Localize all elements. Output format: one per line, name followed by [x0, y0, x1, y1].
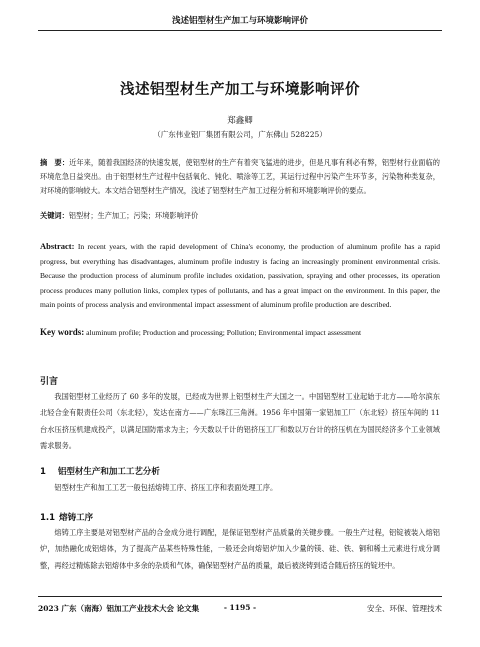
section-1-1-heading: [40, 511, 93, 523]
abstract-english-label: Abstract:: [40, 241, 75, 251]
running-head: 浅述铝型材生产加工与环境影响评价: [38, 14, 442, 31]
author-name: 郑鑫卿: [227, 116, 253, 126]
section-1-title: 铝型材生产和加工工艺分析: [57, 467, 160, 477]
paper-title: 浅述铝型材生产加工与环境影响评价: [120, 82, 360, 98]
intro-paragraph: 我国铝型材工业经历了 60 多年的发展，已经成为世界上铝型材生产大国之一。中国铝型材工业起始于北方——哈尔滨东北轻合金有限责任公司（东北轻），发达在南方——广东珠江三角洲。1956 年中国第一家铝加工厂（东北轻）挤压车间的 11 台水压挤压机建成投产，以满足国防需求为主；今天数以千计的铝挤压工厂和数以万台计的挤压机在为国民经济多个工业领域需求服务。: [40, 392, 440, 450]
keywords-chinese-label: 关键词：: [40, 211, 69, 220]
abstract-english: [40, 239, 440, 313]
author-affiliation: （广东伟业铝厂集团有限公司，广东佛山 528225）: [153, 130, 327, 139]
section-1-1-title: 熔铸工序: [59, 513, 94, 523]
section-1-heading: [40, 465, 160, 477]
footer-divider: [38, 596, 442, 597]
abstract-chinese-text: 近年来，随着我国经济的快速发展，使铝型材的生产有着突飞猛进的进步，但是凡事有利必有弊，铝型材行业面临的环境危急日益突出。由于铝型材生产过程中包括氧化、钝化、喷涂等工艺，其运行过程中污染产生环节多，污染物种类复杂，对环境的影响较大。本文结合铝型材生产情况，浅述了铝型材生产加工过程分析和环境影响评价的要点。: [40, 158, 440, 195]
keywords-english-label: Key words:: [40, 327, 85, 337]
keywords-chinese-text: 铝型材；生产加工；污染；环境影响评价: [68, 211, 199, 220]
footer-section: 安全、环保、管理技术: [367, 604, 442, 613]
section-1-number: 1: [40, 467, 46, 477]
section-1-paragraph: 铝型材生产和加工工艺一般包括熔铸工序、挤压工序和表面处理工序。: [54, 483, 278, 492]
keywords-chinese: [40, 211, 440, 221]
abstract-chinese-label: 摘 要：: [40, 158, 70, 167]
section-1-1-number: 1.1: [40, 513, 56, 523]
abstract-english-text: In recent years, with the rapid development of China's economy, the production of aluminum profile has a rapid progress, but everything has disadvantages, aluminum profile industry is facing an increasingly prominent environmental crisis. Because the production process of aluminum profile includes oxidation, passivation, spraying and other processes, its operation process produces many pollution links, complex types of pollutants, and has a great impact on the environment. In this paper, the main points of process analysis and environmental impact assessment of aluminum profile production are described.: [40, 242, 440, 310]
footer-proceedings: 2023 广东（南海）铝加工产业技术大会 论文集: [38, 604, 200, 613]
keywords-english: [40, 327, 440, 337]
abstract-chinese: [40, 156, 440, 198]
keywords-english-text: aluminum profile; Production and processing; Pollution; Environmental impact assessment: [86, 328, 362, 337]
footer-page-number: - 1195 -: [223, 603, 257, 612]
section-1-1-paragraph: 熔铸工序主要是对铝型材产品的合金成分进行调配，是保证铝型材产品质量的关键步骤。一般生产过程，铝锭被装入熔铝炉，加热融化成铝熔体，为了提高产品某些特殊性能，一般还会向熔铝炉加入少量的镁、硅、铁、铜和稀土元素进行成分调整，再经过精炼除去铝熔体中多余的杂质和气体，确保铝型材产品的质量，最后被浇铸到适合随后挤压的锭坯中。: [40, 528, 440, 570]
intro-heading: 引言: [40, 377, 59, 387]
